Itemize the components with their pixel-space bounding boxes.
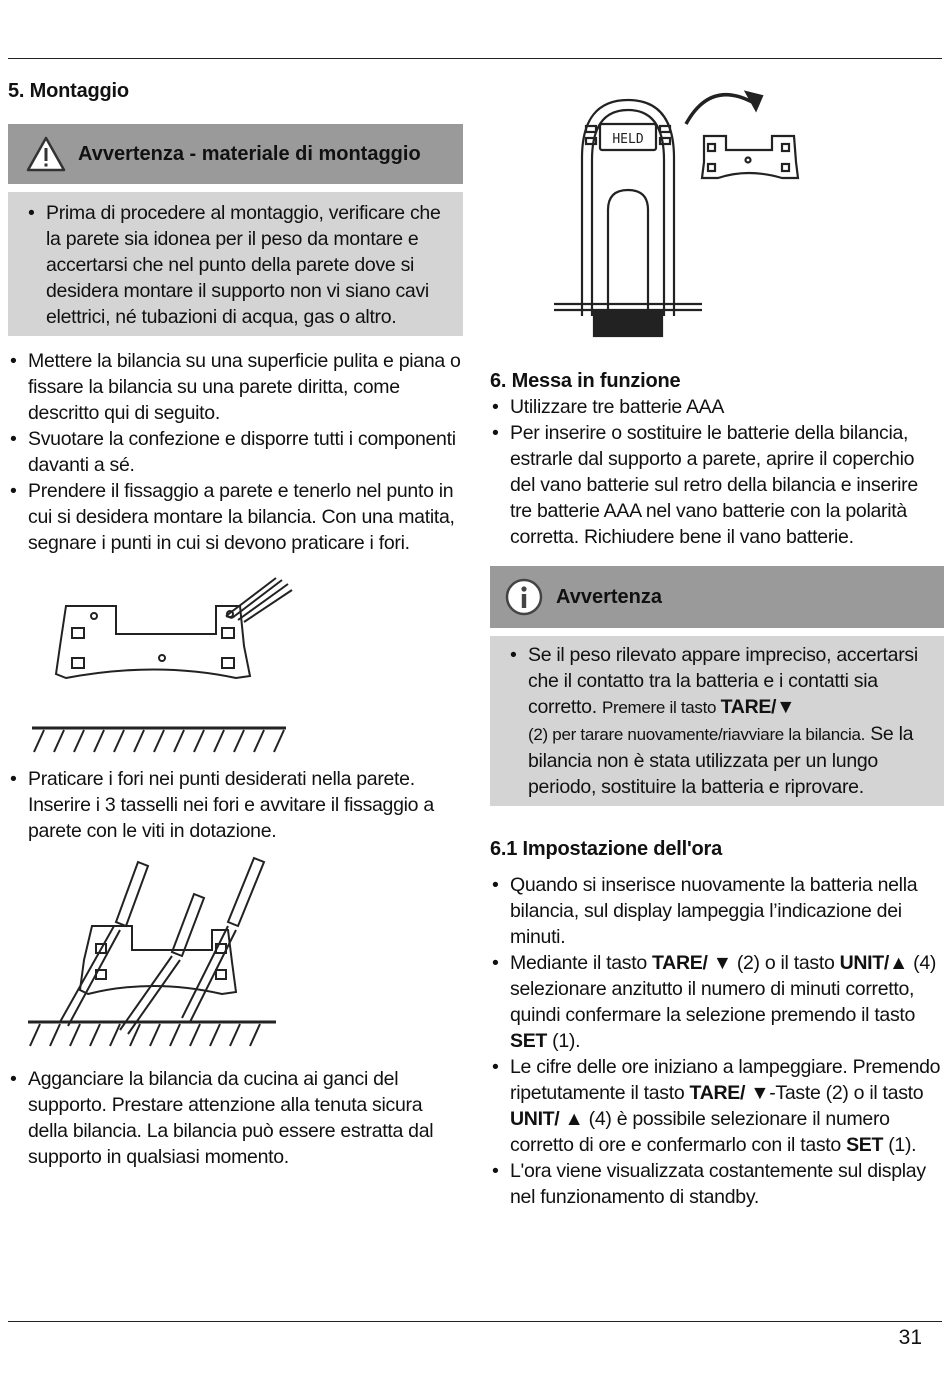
battery-warning-body (490, 636, 944, 806)
bracket-marking-figure (26, 566, 306, 756)
mounting-steps-list-a (8, 348, 463, 556)
left-column (8, 76, 463, 1170)
list-item: • Utilizzare tre batterie AAA (490, 394, 944, 420)
section-6-title: 6. Messa in funzione (490, 370, 681, 392)
scale-hanging-figure (490, 80, 820, 346)
bottom-rule (8, 1321, 942, 1322)
warning-text: Premere il tasto (601, 698, 721, 717)
list-item: • Praticare i fori nei punti desiderati nella parete. Inserire i 3 tasselli nei fori e avvitare il fissaggio a parete con le viti in dotazione. (8, 766, 463, 844)
key-label: TARE/▼ (720, 696, 796, 718)
list-item: • Prendere il fissaggio a parete e tenerlo nel punto in cui si desidera montare la bilancia. Con una matita, segnare i punti in cui si devono praticare i fori. (8, 478, 463, 556)
list-item: • Svuotare la confezione e disporre tutti i componenti davanti a sé. (8, 426, 463, 478)
list-item: • L'ora viene visualizzata costantemente sul display nel funzionamento di standby. (490, 1158, 944, 1210)
mounting-warning-title: Avvertenza - materiale di montaggio (78, 142, 421, 165)
list-item (504, 642, 930, 800)
bracket-screwing-figure (22, 850, 292, 1050)
list-item: • Mettere la bilancia su una superficie pulita e piana o fissare la bilancia su una parete diritta, come descritto qui di seguito. (8, 348, 463, 426)
mounting-steps-list-c (8, 1066, 463, 1170)
section-5-title: 5. Montaggio (8, 80, 129, 102)
time-setting-list (490, 872, 944, 1210)
info-icon (502, 577, 546, 617)
list-item: • Mediante il tasto TARE/ ▼ (2) o il tasto UNIT/▲ (4) selezionare anzitutto il numero di minuti corretto, quindi confermare la selezione premendo il tasto SET (1). (490, 950, 944, 1054)
operation-list (490, 394, 944, 550)
list-item: • Le cifre delle ore iniziano a lampeggiare. Premendo ripetutamente il tasto TARE/ ▼-Taste (2) o il tasto UNIT/ ▲ (4) è possibile selezionare il numero corretto di ore e confermarlo con il tasto SET (1). (490, 1054, 944, 1158)
warning-text: Se la bilancia non è stata utilizzata per un lungo periodo, sostituire la batteria e riprovare. (528, 723, 914, 798)
section-6-1-title: 6.1 Impostazione dell'ora (490, 838, 723, 860)
list-item: • Agganciare la bilancia da cucina ai ganci del supporto. Prestare attenzione alla tenuta sicura della bilancia. La bilancia può essere estratta dal supporto in qualsiasi momento. (8, 1066, 463, 1170)
display-text: HELD (612, 132, 644, 147)
list-item: • Quando si inserisce nuovamente la batteria nella bilancia, sul display lampeggia l’indicazione dei minuti. (490, 872, 944, 950)
warning-text: Se il peso rilevato appare impreciso, accertarsi che il contatto tra la batteria e i contatti sia corretto. (528, 644, 918, 718)
warning-triangle-icon (24, 134, 68, 174)
right-column (490, 80, 944, 1210)
warning-text: (2) per tarare nuovamente/riavviare la bilancia. (528, 725, 866, 744)
mounting-warning-body (8, 192, 463, 336)
battery-warning-title: Avvertenza (556, 585, 662, 608)
mounting-steps-list-b (8, 766, 463, 844)
list-item: • Per inserire o sostituire le batterie della bilancia, estrarle dal supporto a parete, aprire il coperchio del vano batterie sul retro della bilancia e inserire tre batterie AAA nel vano batterie con la polarità corretta. Richiudere bene il vano batterie. (490, 420, 944, 550)
battery-warning-header (490, 566, 944, 628)
page-number: 31 (898, 1326, 922, 1349)
mounting-warning-header (8, 124, 463, 184)
list-item: • Prima di procedere al montaggio, verificare che la parete sia idonea per il peso da montare e accertarsi che nel punto della parete dove si desidera montare il supporto non vi siano cavi elettrici, né tubazioni di acqua, gas o altro. (22, 200, 449, 330)
top-rule (8, 58, 942, 59)
